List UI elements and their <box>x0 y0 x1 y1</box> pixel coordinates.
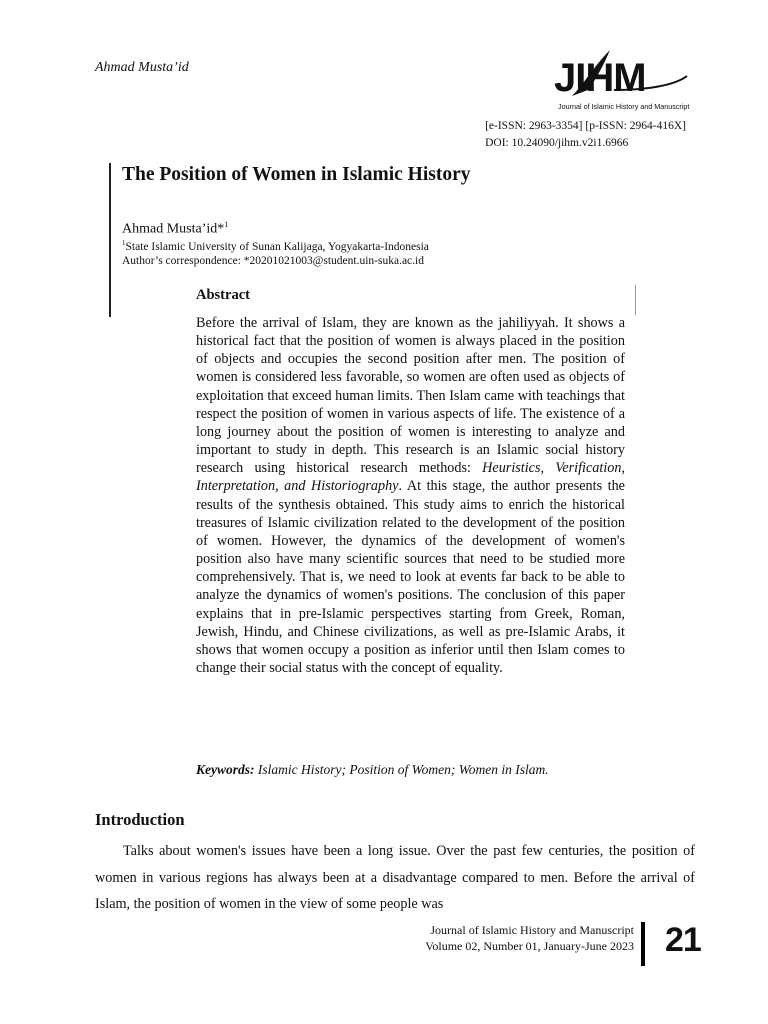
logo-subtitle: Journal of Islamic History and Manuscript <box>558 102 690 111</box>
correspondence: Author’s correspondence: *20201021003@student.uin-suka.ac.id <box>122 255 424 267</box>
footer-journal-info <box>425 922 634 954</box>
running-head: Ahmad Musta’id <box>95 60 189 75</box>
footer-rule <box>641 922 645 966</box>
keywords-line <box>196 762 549 778</box>
author-name: Ahmad Musta’id* <box>122 221 225 237</box>
logo-text: JIHM <box>554 56 646 100</box>
doi-line: DOI: 10.24090/jihm.v2i1.6966 <box>485 137 629 149</box>
author-line <box>122 220 228 238</box>
footer-volume: Volume 02, Number 01, January-June 2023 <box>425 939 634 953</box>
issn-line: [e-ISSN: 2963-3354] [p-ISSN: 2964-416X] <box>485 120 686 132</box>
introduction-body: Talks about women's issues have been a long issue. Over the past few centuries, the position of women in various regions has always been at a disadvantage compared to men. Before the arrival of Islam, the position of women in the view of some people was <box>95 843 695 912</box>
author-superscript: 1 <box>224 220 229 229</box>
issn-block <box>485 118 686 152</box>
abstract-heading: Abstract <box>196 287 250 303</box>
title-rule <box>109 163 111 317</box>
page-number: 21 <box>665 921 701 959</box>
journal-logo <box>554 46 689 116</box>
footer-journal-name: Journal of Islamic History and Manuscript <box>430 923 634 937</box>
abstract-text-part2: . At this stage, the author presents the results of the synthesis obtained. This study aims to enrich the historical treasures of Islamic civilization related to the development of the position of women. However, the dynamics of the development of women's position also have many scientific sources that need to be studied more comprehensively. That is, we need to look at events far back to be able to analyze the dynamics of women's positions. The conclusion of this paper explains that in pre-Islamic perspectives starting from Greek, Roman, Jewish, Hindu, and Chinese civilizations, as well as pre-Islamic Arabs, it shows that women occupy a position as inferior until then Islam comes to change their social status with the concept of equality. <box>196 478 625 676</box>
introduction-heading: Introduction <box>95 810 185 829</box>
abstract-side-rule <box>635 285 636 315</box>
affiliation-line <box>122 239 429 253</box>
keywords-label: Keywords: <box>196 762 255 777</box>
abstract-body <box>196 314 625 677</box>
abstract-methods: Heuristics, Verification, Interpretation, and Historiography <box>196 460 625 495</box>
affiliation-superscript: 1 <box>122 239 126 247</box>
affiliation: State Islamic University of Sunan Kalijaga, Yogyakarta-Indonesia <box>125 240 429 253</box>
abstract-text-part1: Before the arrival of Islam, they are known as the jahiliyyah. It shows a historical fact that the position of women is always placed in the position of objects and occupies the second position after men. The position of women is considered less favorable, so women are often used as objects of exploitation that exceed human limits. Then Islam came with teachings that respect the position of women in various aspects of life. The existence of a long journey about the position of women is interesting to analyze and important to study in depth. This research is an Islamic social history research using historical research methods: <box>196 315 625 477</box>
article-title: The Position of Women in Islamic History <box>122 164 471 185</box>
keywords-list: Islamic History; Position of Women; Women in Islam. <box>257 762 549 777</box>
